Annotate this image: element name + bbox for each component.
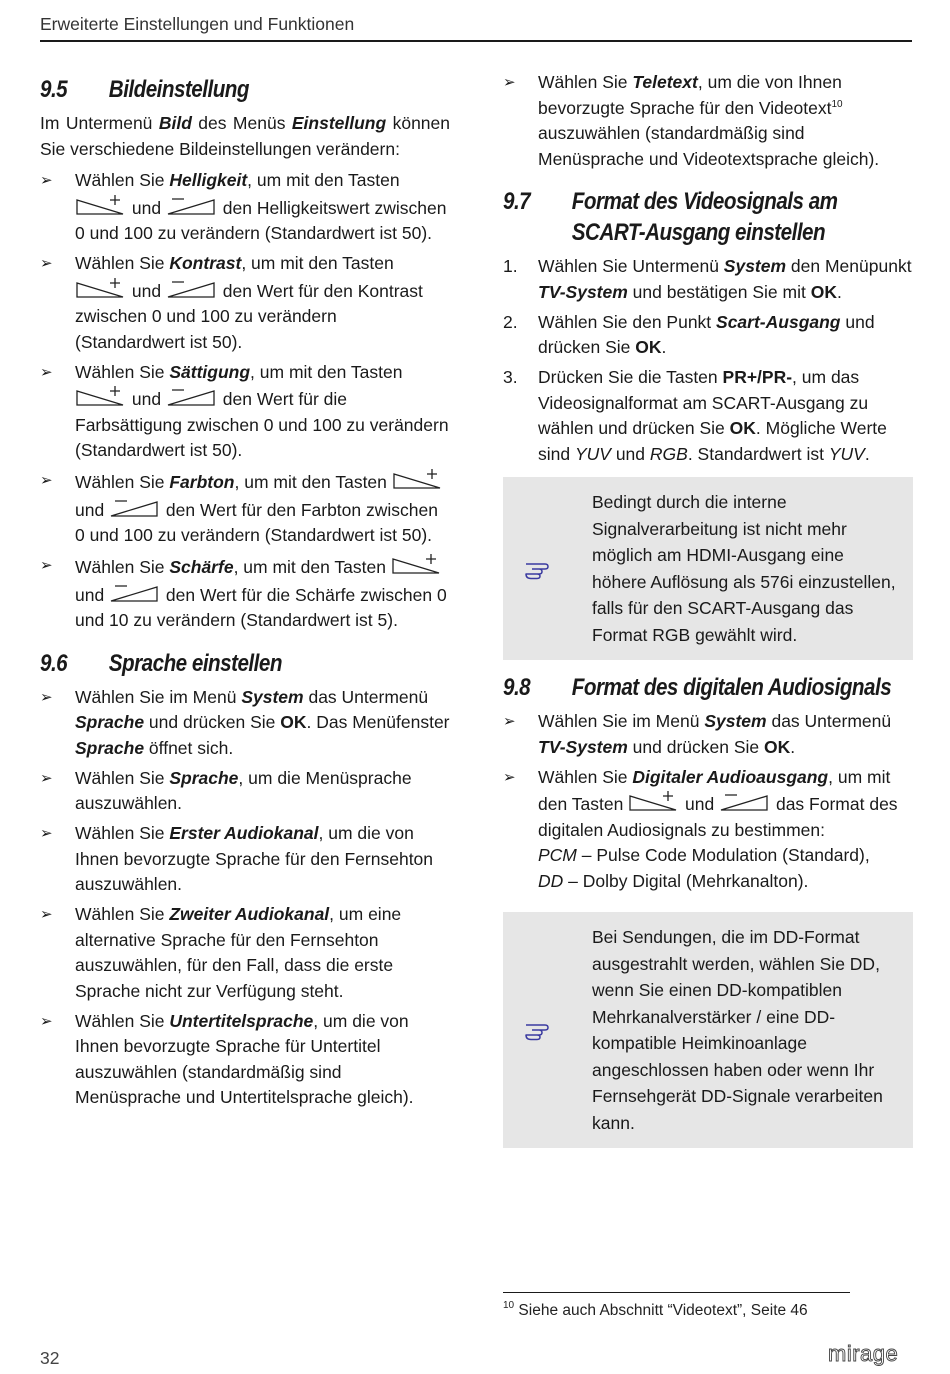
arrowhead-bullet-icon: ➢: [40, 825, 53, 842]
numbered-step: [503, 310, 913, 361]
arrowhead-bullet-icon: ➢: [40, 688, 53, 706]
list-item-text: Wählen Sie Erster Audiokanal, um die von Ihnen bevorzugte Sprache für den Fernsehton auszuwählen.: [75, 823, 434, 894]
list-item-text: Wählen Sie Digitaler Audioausgang, um mit den Tasten und das Format des digitalen Audiosignals zu bestimmen: PCM – Pulse Code Modulation (Standard), DD – Dolby Digital (Mehrkanalton).: [538, 766, 898, 891]
arrowhead-bullet-icon: ➢: [503, 74, 516, 91]
volume-plus-key-icon: [391, 553, 443, 577]
footnote-ref: 10: [831, 98, 843, 110]
list-item-text: Wählen Sie im Menü System das Untermenü Sprache und drücken Sie OK. Das Menüfenster Sprache öffnet sich.: [75, 686, 450, 758]
emphasized-term: Untertitelsprache: [169, 1010, 314, 1031]
list-item-text: Wählen Sie Sprache, um die Menüsprache auszuwählen.: [75, 767, 412, 813]
step-text: Wählen Sie den Punkt Scart-Ausgang und drücken Sie OK.: [538, 311, 875, 357]
emphasized-term: Bild: [158, 113, 192, 133]
emphasized-term: Helligkeit: [169, 170, 248, 190]
emphasized-term: Teletext: [632, 72, 698, 92]
volume-minus-key-icon: [166, 277, 218, 301]
list-item: [40, 902, 450, 1004]
list-item: [40, 1009, 450, 1111]
list-item: [40, 360, 450, 464]
pointing-hand-icon: [523, 555, 557, 581]
step-number: 1.: [503, 256, 518, 276]
emphasized-term: Schärfe: [169, 557, 234, 577]
running-header: [40, 14, 912, 42]
section-title: Format des digitalen Audiosignals: [571, 674, 892, 701]
emphasized-term: TV-System: [538, 281, 628, 302]
left-column: [40, 68, 450, 1115]
list-item: [40, 251, 450, 355]
list-item-text: Wählen Sie Untertitelsprache, um die von Ihnen bevorzugte Sprache für Untertitel auszuwählen (standardmäßig sind Menüsprache und Untertitelsprache gleich).: [75, 1010, 414, 1107]
volume-plus-key-icon: [392, 468, 444, 492]
key-label: OK: [810, 281, 837, 302]
step-number: 2.: [503, 311, 518, 332]
list-item: [40, 766, 450, 817]
list-item-text: Wählen Sie Sättigung, um mit den Tasten und den Wert für die Farbsättigung zwischen 0 und 100 zu verändern (Standardwert ist 50).: [75, 361, 449, 460]
key-label: PR+/PR-: [722, 367, 793, 387]
list-item-text: Wählen Sie Schärfe, um mit den Tasten und den Wert für die Schärfe zwischen 0 und 10 zu verändern (Standardwert ist 5).: [75, 557, 447, 630]
section-title: Bildeinstellung: [108, 76, 249, 103]
footnote-divider: [503, 1292, 850, 1293]
logo-text: mirage: [828, 1343, 899, 1366]
step-text: Drücken Sie die Tasten PR+/PR-, um das Videosignalformat am SCART-Ausgang zu wählen und drücken Sie OK. Mögliche Werte sind YUV und RGB. Standardwert ist YUV.: [538, 367, 887, 464]
value-term: YUV: [574, 443, 611, 464]
list-item: [40, 468, 450, 549]
list-item: ➢ Wählen Sie Teletext, um die von Ihnen bevorzugte Sprache für den Videotext$^{10}$ auszuwählen (standardmäßig sind Menüsprache und Videotextsprache gleich).: [503, 72, 880, 169]
volume-minus-key-icon: [166, 385, 218, 409]
list-item-text: Wählen Sie Helligkeit, um mit den Tasten und den Helligkeitswert zwischen 0 und 100 zu verändern (Standardwert ist 50).: [75, 170, 447, 243]
arrowhead-bullet-icon: ➢: [40, 363, 53, 381]
section-number: 9.8: [503, 674, 531, 701]
list-item: [40, 168, 450, 247]
note-box-scart: [503, 477, 913, 660]
section-9-6-heading: [40, 648, 393, 679]
volume-plus-key-icon: [75, 277, 127, 301]
volume-minus-key-icon: [109, 581, 161, 605]
section-9-5-heading: [40, 74, 393, 105]
volume-plus-key-icon: [75, 194, 127, 218]
note-text: Bei Sendungen, die im DD-Format ausgestrahlt werden, wählen Sie DD, wenn Sie einen DD-kompatiblen Mehrkanalverstärker / eine DD-kompatible Heimkinoanlage angeschlossen haben oder wenn Ihr Fernsehgerät DD-Signale verarbeiten kann.: [592, 927, 883, 1133]
value-term: PCM: [538, 845, 577, 865]
arrowhead-bullet-icon: ➢: [40, 1012, 53, 1030]
emphasized-term: Erster Audiokanal: [169, 823, 319, 843]
section-title: Sprache einstellen: [108, 649, 282, 677]
emphasized-term: Kontrast: [169, 253, 242, 273]
section-number: 9.5: [40, 76, 68, 103]
step-text: Wählen Sie Untermenü System den Menüpunkt TV-System und bestätigen Sie mit OK.: [538, 256, 912, 302]
section-9-7-heading: [503, 186, 856, 248]
footnote-text: Siehe auch Abschnitt “Videotext”, Seite 46: [514, 1302, 808, 1319]
emphasized-term: Sprache: [169, 767, 239, 788]
list-item-text: Wählen Sie im Menü System das Untermenü TV-System und drücken Sie OK.: [538, 711, 892, 757]
emphasized-term: Sprache: [75, 712, 145, 732]
list-item: [40, 553, 450, 634]
volume-minus-key-icon: [719, 790, 771, 814]
arrowhead-bullet-icon: ➢: [40, 472, 53, 489]
value-term: RGB: [649, 443, 688, 464]
pointing-hand-icon: [523, 1016, 557, 1042]
note-text: Bedingt durch die interne Signalverarbeitung ist nicht mehr möglich am HDMI-Ausgang eine höhere Auflösung als 576i einzustellen, falls für den SCART-Ausgang das Format RGB gewählt wird.: [592, 492, 896, 645]
section-number: 9.7: [503, 188, 531, 215]
emphasized-term: System: [241, 686, 304, 707]
step-number: 3.: [503, 367, 518, 387]
key-label: OK: [635, 337, 662, 357]
key-label: OK: [280, 712, 307, 732]
arrowhead-bullet-icon: ➢: [40, 172, 53, 189]
emphasized-term: Sprache: [75, 737, 145, 758]
arrowhead-bullet-icon: ➢: [40, 906, 53, 923]
footnote-number: 10: [503, 1300, 515, 1311]
arrowhead-bullet-icon: ➢: [503, 713, 516, 730]
section-9-7-steps: [503, 254, 913, 467]
footnote: [503, 1302, 808, 1320]
volume-minus-key-icon: [166, 194, 218, 218]
page-number: 32: [40, 1348, 60, 1368]
section-title-line1: Format des Videosignals am: [571, 188, 838, 215]
list-item-text: Wählen Sie Zweiter Audiokanal, um eine alternative Sprache für den Fernsehton auszuwählen, für den Fall, dass die erste Sprache nicht zur Verfügung steht.: [75, 904, 402, 1001]
emphasized-term: Sättigung: [169, 361, 251, 382]
list-item: [503, 709, 913, 760]
key-label: OK: [729, 418, 756, 438]
emphasized-term: Farbton: [169, 472, 235, 492]
volume-minus-key-icon: [109, 496, 161, 520]
list-item: [503, 765, 913, 895]
section-9-5-intro: Im Untermenü Bild des Menüs Einstellung können Sie verschiedene Bildeinstellungen verändern:: [40, 113, 450, 159]
emphasized-term: Zweiter Audiokanal: [169, 904, 330, 924]
value-term: YUV: [828, 443, 865, 464]
list-item: [40, 821, 450, 898]
value-term: DD: [538, 870, 564, 891]
section-number: 9.6: [40, 649, 68, 677]
volume-plus-key-icon: [628, 790, 680, 814]
arrowhead-bullet-icon: ➢: [40, 769, 53, 787]
section-9-8-heading: [503, 672, 892, 703]
section-9-6-list: [40, 685, 450, 1111]
teletext-list: [503, 70, 913, 172]
right-column: [503, 70, 913, 1158]
numbered-step: [503, 254, 913, 305]
section-9-5-list: [40, 168, 450, 634]
arrowhead-bullet-icon: ➢: [503, 768, 516, 786]
numbered-step: [503, 365, 913, 467]
emphasized-term: System: [723, 256, 787, 276]
running-header-title: Erweiterte Einstellungen und Funktionen: [40, 14, 355, 34]
list-item-text: Wählen Sie Kontrast, um mit den Tasten und den Wert für den Kontrast zwischen 0 und 100 zu verändern (Standardwert ist 50).: [75, 253, 423, 352]
section-title-line2: SCART-Ausgang einstellen: [571, 219, 826, 246]
volume-plus-key-icon: [75, 385, 127, 409]
note-box-dd: [503, 912, 913, 1148]
emphasized-term: Einstellung: [291, 113, 387, 133]
emphasized-term: System: [704, 711, 767, 731]
emphasized-term: Scart-Ausgang: [716, 311, 841, 332]
list-item: [40, 685, 450, 762]
arrowhead-bullet-icon: ➢: [40, 255, 53, 272]
emphasized-term: Digitaler Audioausgang: [632, 766, 829, 787]
mirage-logo: [828, 1343, 912, 1367]
section-9-8-list: [503, 709, 913, 894]
key-label: OK: [764, 736, 791, 757]
emphasized-term: TV-System: [538, 736, 628, 757]
arrowhead-bullet-icon: ➢: [40, 557, 53, 574]
list-item-text: Wählen Sie Farbton, um mit den Tasten und den Wert für den Farbton zwischen 0 und 100 zu verändern (Standardwert ist 50).: [75, 472, 444, 545]
